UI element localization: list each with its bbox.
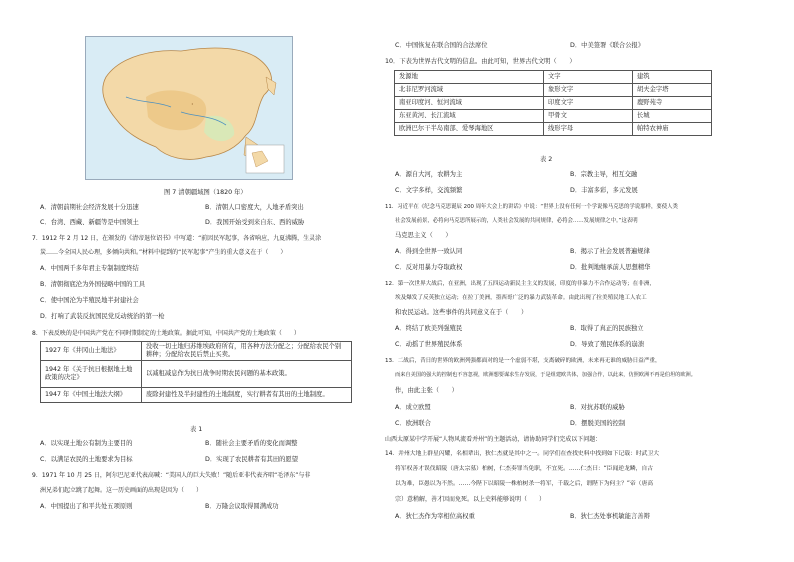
table-row [41,388,352,403]
table-cell: 线形字母 [544,123,633,136]
q14-option-a[interactable]: A．狄仁杰作为宰相位高权重 [395,513,475,520]
q13-stem-line2: 而来自美国的强大的控制也不容忽视，欧洲想要谋求生存发展，于是组建欧共体，加强合作，以此来，仿照欧洲不再是伯坦的欧洲。 [395,372,696,378]
q6-option-b[interactable]: B．清朝人口密度大，人地矛盾突出 [205,204,304,211]
table-cell: 废除封建性及半封建性的土地制度，实行耕者有其田的土地制度。 [142,388,352,403]
qing-territory-map [85,36,293,180]
table-cell: 北非尼罗河流域 [395,84,544,97]
table-row [395,110,712,123]
table-header-cell: 文字 [544,71,633,84]
q14-intro: 山西太原某中学开展“人物风流看并州”的主题活动，请协助同学们完成以下问题： [385,436,602,443]
q9-option-b[interactable]: B．万隆会议取得圆满成功 [205,503,279,510]
q10-option-d[interactable]: D．丰富多彩，多元发展 [570,187,638,194]
table-row [395,84,712,97]
svg-text:·: · [191,100,194,109]
q12-stem-line1: 12．第一次世界大战后，在亚洲，出现了五四运动新民主主义的发展，印度的非暴力不合作运动等；在非洲， [385,281,656,287]
q10-civilization-table [394,70,712,136]
q13-option-b[interactable]: B．对抗苏联的威胁 [570,404,625,411]
table-cell: 甲骨文 [544,110,633,123]
q14-stem-line4: 宗）意稍解，善才因而免死。以上史料能够说明（ ） [395,496,546,503]
q12-stem-line2: 埃及爆发了反英独立运动；在拉丁美洲，墨西哥广泛的暴力武装革命。由此出现了拉美殖民地工人农工 [395,295,647,301]
q11-option-a[interactable]: A．得到全世界一致认同 [395,248,463,255]
q13-stem-line3: 作，由此主张（ ） [395,387,458,394]
q8-option-d[interactable]: D．实现了农民耕者有其田的愿望 [205,456,299,463]
table1-caption: 表 1 [190,426,203,433]
q11-stem-line1: 11．习近平在《纪念马克思诞辰 200 周年大会上的讲话》中说：“世界上没有任何一个学说像马克思的学说那样，要使人类 [385,204,678,210]
q7-stem-line1: 7．1912 年 2 月 12 日，在颁发的《清帝退位诏书》中写道：“前因民军起事，各省响应，九夏沸腾，生灵涂 [32,235,322,242]
table-row [41,361,352,388]
q10-option-b[interactable]: B．宗教主导，相互交融 [570,171,638,178]
q9-option-c[interactable]: C．中国恢复在联合国的合法席位 [395,42,488,49]
q10-stem: 10．下表为世界古代文明的信息。由此可知，世界古代文明（ ） [385,58,576,65]
q6-option-c[interactable]: C．台湾、西藏、新疆等是中国领土 [40,219,139,226]
map-caption: 图 7 清朝疆域图（1820 年） [164,189,247,196]
table-cell: 鹿野苑寺 [633,97,712,110]
table-cell: 象形文字 [544,84,633,97]
table-cell: 欧洲巴尔干半岛南部、爱琴海地区 [395,123,544,136]
q11-stem-line2: 社会发展前景，必将向马克思所展示的，人类社会发展的共同规律，必将会……发展规律之中。”这表明 [395,218,638,224]
table-cell: 1927 年《井冈山土地法》 [41,342,142,361]
q8-option-a[interactable]: A．以实现土地公有制为主要目的 [40,440,133,447]
table-cell: 胡夫金字塔 [633,84,712,97]
q11-stem-line3: 马克思主义（ ） [395,232,452,239]
q6-option-d[interactable]: D．我国开始受到来自东、西的威胁 [205,219,305,226]
q10-option-c[interactable]: C．文字多样，交流频繁 [395,187,463,194]
q14-stem-line2: 将军权善才误伐昭陵（唐太宗墓）柏树，仁杰奏罪当免职，不宜死。……仁杰曰：“臣闻逆龙鳞，自古 [395,466,654,472]
q9-option-d[interactable]: D．中美签署《联合公报》 [570,42,645,49]
table-row [395,123,712,136]
q13-stem-line1: 13．二战后，昔日的世界的欧洲列强都面对的是一个虚弱不堪，支离破碎的欧洲，未来再无谁的威胁日益严重， [385,358,661,364]
q12-option-b[interactable]: B．取得了真正的民族独立 [570,325,644,332]
table-cell: 南亚印度河、恒河流域 [395,97,544,110]
table-header-cell: 发源地 [395,71,544,84]
table-cell: 没收一切土地归苏维埃政府所有，用各种方法分配之；分配给农民个别耕种；分配给农民后禁止买卖。 [142,342,352,361]
q11-option-b[interactable]: B．揭示了社会发展普遍规律 [570,248,650,255]
q12-option-c[interactable]: C．动摇了世界殖民体系 [395,341,463,348]
table-row [41,342,352,361]
q7-option-b[interactable]: B．清朝彻底沦为外国侵略中国的工具 [40,281,146,288]
table-cell: 帕特农神庙 [633,123,712,136]
table-cell: 1942 年《关于抗日根据地土地政策的决定》 [41,361,142,388]
q13-option-a[interactable]: A．成立欧盟 [395,404,431,411]
q8-option-c[interactable]: C．以满足农民的土地要求为目标 [40,456,133,463]
q14-option-b[interactable]: B．狄仁杰处事机敏能言善辩 [570,513,650,520]
table-header-cell: 建筑 [633,71,712,84]
map-illustration [86,37,292,179]
q13-option-d[interactable]: D．摆脱美国的控制 [570,420,626,427]
q6-option-a[interactable]: A．清朝前期社会经济发展十分迅速 [40,204,139,211]
q12-option-a[interactable]: A．终结了欧美列强殖民 [395,325,463,332]
q7-option-d[interactable]: D．打响了武装反抗国民党反动统治的第一枪 [40,313,165,320]
q8-stem: 8．下表反映的是中国共产党在不同时期制定的土地政策。据此可知，中国共产党的土地政策（ ） [32,330,300,337]
q12-stem-line3: 和农民运动。这些事件的共同意义在于（ ） [395,309,528,316]
table2-caption: 表 2 [540,156,553,163]
q7-option-a[interactable]: A．中国两千多年君主专制制度终结 [40,265,139,272]
q7-stem-line2: 炭……今全国人民心理，多倾向共和。”材料中提到的“民军起事”产生的重大意义在于（ ） [40,249,287,256]
q14-stem-line1: 14．并州大地上群星闪耀，名相辈出，狄仁杰就是其中之一。同学们在查找史料中找到如下记载：时武卫大 [385,451,660,457]
q9-stem-line2: 洲兄弟们起立跳了起舞。这一历史画面的出现是因为（ ） [40,487,203,494]
table-cell: 东亚黄河、长江流域 [395,110,544,123]
table-cell: 长城 [633,110,712,123]
q8-option-b[interactable]: B．随社会主要矛盾的变化而调整 [205,440,298,447]
table-cell: 印度文字 [544,97,633,110]
q7-option-c[interactable]: C．使中国沦为半殖民地半封建社会 [40,297,139,304]
table-row [395,97,712,110]
q11-option-c[interactable]: C．反对用暴力夺取政权 [395,264,463,271]
q11-option-d[interactable]: D．批判地继承前人思想精华 [570,264,651,271]
table-cell: 1947 年《中国土地法大纲》 [41,388,142,403]
q14-stem-line3: 以为难，臣愚以为不然。……今陛下以昭陵一株柏树杀一将军，千载之后，谓陛下为何主？”帝（唐高 [395,481,654,487]
q13-option-c[interactable]: C．欧洲联合 [395,420,431,427]
table-header-row [395,71,712,84]
q8-land-policy-table [40,341,352,403]
q9-option-a[interactable]: A．中国提出了和平共处五项原则 [40,503,133,510]
q10-option-a[interactable]: A．源自大河，农耕为主 [395,171,463,178]
table-cell: 以减租减息作为抗日战争时期农民问题的基本政策。 [142,361,352,388]
q9-stem-line1: 9．1971 年 10 月 25 日，阿尔巴尼亚代表高喊：“美国人的巨大失败！”随后亚非代表齐唱“毛泽东”与非 [32,472,311,479]
q12-option-d[interactable]: D．导致了殖民体系的崩溃 [570,341,645,348]
